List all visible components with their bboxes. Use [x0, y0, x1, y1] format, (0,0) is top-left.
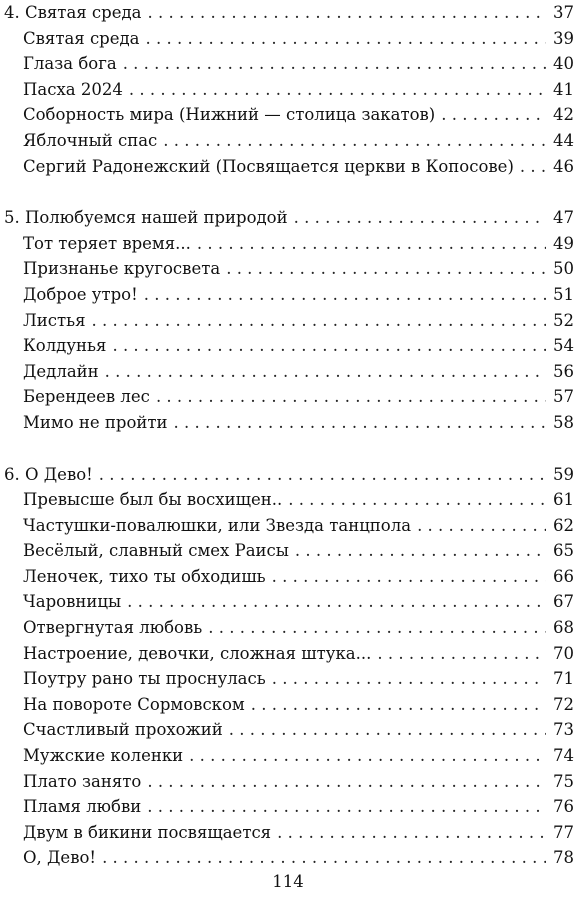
dot-leader: [99, 462, 546, 488]
toc-entry-title: Глаза бога: [23, 54, 117, 74]
toc-entry: [4, 231, 576, 257]
toc-entry: [4, 256, 576, 282]
toc-entry: [4, 359, 576, 385]
dot-leader: [174, 410, 546, 436]
dot-leader: [92, 308, 546, 334]
toc-entry-page: 67: [553, 592, 574, 612]
toc-entry-title: Поутру рано ты проснулась: [23, 669, 266, 689]
toc-entry: [4, 77, 576, 103]
toc-entry-page: 57: [553, 387, 574, 407]
toc-entry: [4, 102, 576, 128]
toc-entry-title: Мимо не пройти: [23, 412, 168, 432]
toc-entry-page: 71: [553, 669, 574, 689]
toc-entry-title: Святая среда: [23, 28, 140, 48]
toc-section-4: [4, 0, 576, 179]
dot-leader: [102, 845, 546, 871]
toc-entry-page: 65: [553, 541, 574, 561]
toc-entry: [4, 717, 576, 743]
toc-entry: [4, 794, 576, 820]
toc-entry-page: 76: [553, 797, 574, 817]
toc-entry: [4, 641, 576, 667]
toc-entry-page: 41: [553, 79, 574, 99]
toc-entry-page: 59: [553, 464, 574, 484]
toc-section-5: [4, 205, 576, 435]
dot-leader: [294, 205, 546, 231]
toc-entry-title: Чаровницы: [23, 592, 122, 612]
toc-entry-title: Частушки-повалюшки, или Звезда танцпола: [23, 515, 412, 535]
dot-leader: [197, 231, 546, 257]
toc-entry: [4, 769, 576, 795]
dot-leader: [277, 820, 546, 846]
toc-entry: [4, 51, 576, 77]
toc-entry: [4, 128, 576, 154]
toc-entry-page: 77: [553, 822, 574, 842]
dot-leader: [226, 256, 546, 282]
toc-entry-page: 50: [553, 259, 574, 279]
toc-entry-page: 39: [553, 28, 574, 48]
toc-entry-title: 5. Полюбуемся нашей природой: [4, 208, 288, 228]
toc-entry: [4, 820, 576, 846]
toc-entry-page: 70: [553, 643, 574, 663]
dot-leader: [208, 615, 546, 641]
toc-entry-page: 58: [553, 412, 574, 432]
toc-entry-title: Пламя любви: [23, 797, 142, 817]
dot-leader: [105, 359, 546, 385]
toc-entry-page: 56: [553, 361, 574, 381]
toc-entry-page: 47: [553, 208, 574, 228]
toc-entry-title: Тот теряет время...: [23, 233, 191, 253]
toc-entry-page: 37: [553, 3, 574, 22]
dot-leader: [144, 282, 546, 308]
toc-entry-title: Превысше был бы восхищен..: [23, 490, 283, 510]
toc-entry: [4, 538, 576, 564]
toc-entry-page: 52: [553, 310, 574, 330]
dot-leader: [148, 0, 547, 26]
toc-entry-page: 44: [553, 130, 574, 150]
toc-entry: [4, 487, 576, 513]
dot-leader: [163, 128, 546, 154]
dot-leader: [295, 538, 546, 564]
toc-entry-title: Доброе утро!: [23, 284, 138, 304]
dot-leader: [520, 154, 546, 180]
toc-entry-title: Яблочный спас: [23, 130, 158, 150]
toc-section-heading: [4, 205, 576, 231]
toc-entry-title: Сергий Радонежский (Посвящается церкви в Копосове): [23, 156, 514, 176]
toc-entry-page: 46: [553, 156, 574, 176]
toc-section-heading: [4, 462, 576, 488]
toc-entry: [4, 282, 576, 308]
dot-leader: [147, 769, 546, 795]
toc-entry: [4, 384, 576, 410]
toc-entry-page: 40: [553, 54, 574, 74]
toc-entry-title: Признанье кругосвета: [23, 259, 221, 279]
toc-entry-page: 75: [553, 771, 574, 791]
toc-entry-title: 4. Святая среда: [4, 3, 142, 22]
page-number: 114: [272, 872, 304, 891]
toc-entry-page: 49: [553, 233, 574, 253]
toc-entry: [4, 564, 576, 590]
dot-leader: [147, 794, 546, 820]
toc-entry-title: Счастливый прохожий: [23, 720, 223, 740]
dot-leader: [127, 589, 546, 615]
table-of-contents: [4, 0, 576, 871]
toc-entry-title: Дедлайн: [23, 361, 99, 381]
toc-entry-page: 51: [553, 284, 574, 304]
toc-entry-title: Берендеев лес: [23, 387, 150, 407]
toc-entry-title: Пасха 2024: [23, 79, 123, 99]
dot-leader: [272, 564, 546, 590]
dot-leader: [441, 102, 546, 128]
dot-leader: [123, 51, 546, 77]
toc-section-heading: [4, 0, 576, 26]
toc-entry-title: Леночек, тихо ты обходишь: [23, 566, 266, 586]
toc-entry-page: 62: [553, 515, 574, 535]
toc-entry-title: Отвергнутая любовь: [23, 618, 203, 638]
dot-leader: [251, 692, 546, 718]
toc-entry: [4, 26, 576, 52]
toc-entry-title: Колдунья: [23, 336, 107, 356]
dot-leader: [112, 333, 546, 359]
toc-entry-page: 42: [553, 105, 574, 125]
dot-leader: [189, 743, 546, 769]
toc-entry: [4, 513, 576, 539]
toc-entry-page: 72: [553, 694, 574, 714]
toc-entry-title: Соборность мира (Нижний — столица закатов): [23, 105, 436, 125]
toc-entry: [4, 743, 576, 769]
toc-entry-page: 78: [553, 848, 574, 868]
toc-entry: [4, 666, 576, 692]
toc-entry-page: 54: [553, 336, 574, 356]
toc-entry-page: 74: [553, 746, 574, 766]
toc-entry-title: Листья: [23, 310, 86, 330]
toc-entry: [4, 333, 576, 359]
toc-entry: [4, 154, 576, 180]
dot-leader: [229, 717, 546, 743]
toc-entry-title: Мужские коленки: [23, 746, 184, 766]
toc-entry: [4, 692, 576, 718]
toc-entry: [4, 615, 576, 641]
toc-entry-title: Настроение, девочки, сложная штука...: [23, 643, 372, 663]
dot-leader: [417, 513, 546, 539]
dot-leader: [272, 666, 546, 692]
toc-entry-title: Двум в бикини посвящается: [23, 822, 272, 842]
toc-entry: [4, 845, 576, 871]
dot-leader: [129, 77, 546, 103]
toc-entry-page: 66: [553, 566, 574, 586]
toc-entry-title: На повороте Сормовском: [23, 694, 245, 714]
toc-entry-page: 61: [553, 490, 574, 510]
toc-entry-title: 6. О Дево!: [4, 464, 93, 484]
dot-leader: [377, 641, 546, 667]
dot-leader: [288, 487, 546, 513]
dot-leader: [146, 26, 546, 52]
dot-leader: [156, 384, 546, 410]
toc-entry: [4, 410, 576, 436]
toc-entry-title: О, Дево!: [23, 848, 97, 868]
toc-section-6: [4, 462, 576, 872]
toc-entry-title: Весёлый, славный смех Раисы: [23, 541, 289, 561]
toc-entry-title: Плато занято: [23, 771, 142, 791]
toc-entry: [4, 308, 576, 334]
toc-entry-page: 68: [553, 618, 574, 638]
toc-entry-page: 73: [553, 720, 574, 740]
toc-entry: [4, 589, 576, 615]
